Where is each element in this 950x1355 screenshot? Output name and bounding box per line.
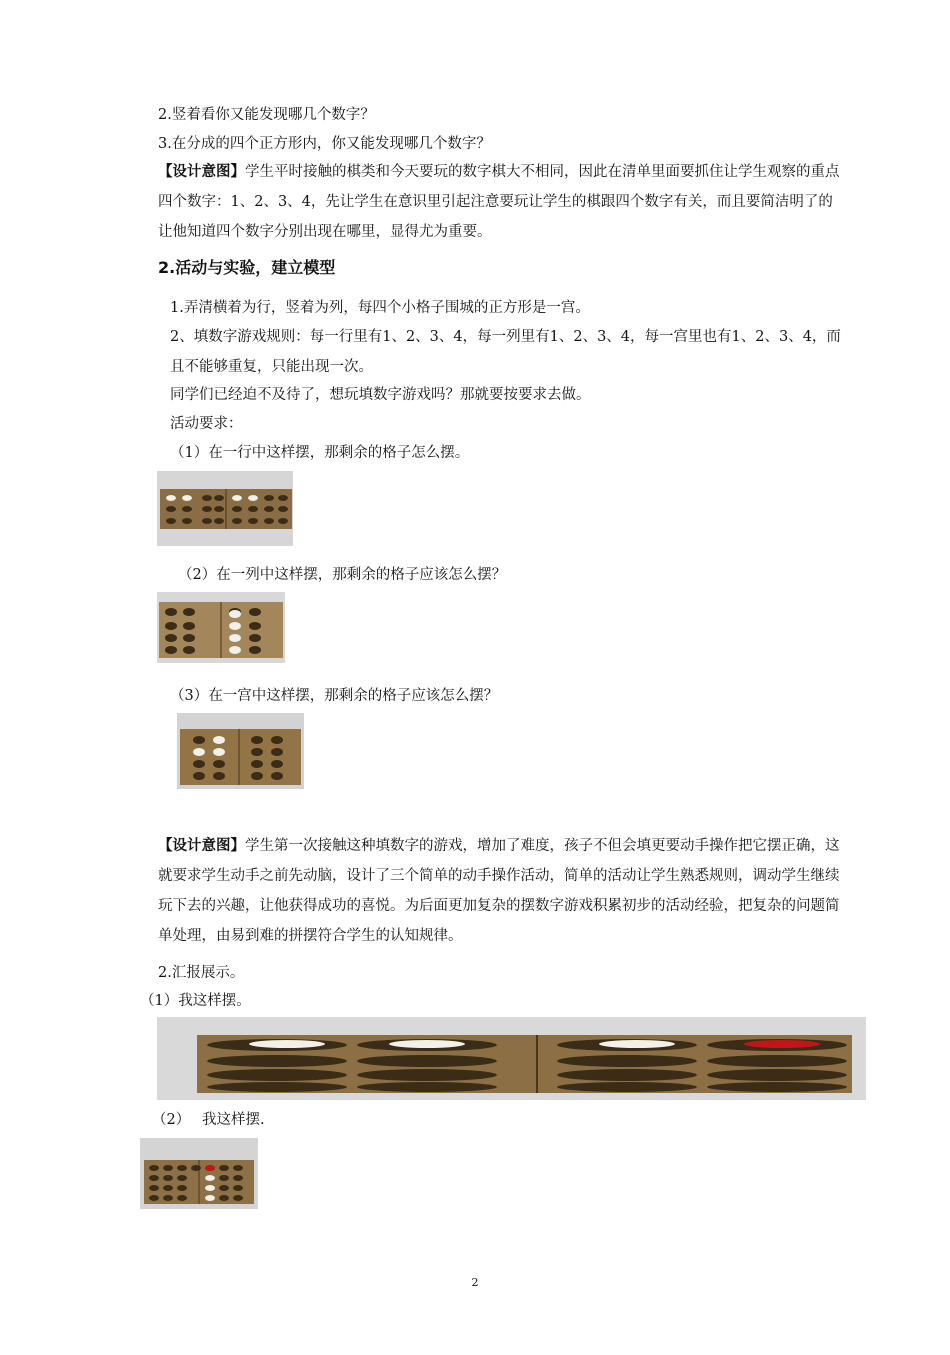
report-item-1: （1）我这样摆。 xyxy=(140,993,251,1009)
board-photo-row xyxy=(157,471,293,546)
rule-row-column: 1.弄清横着为行，竖着为列，每四个小格子围城的正方形是一宫。 xyxy=(170,300,590,316)
report-heading: 2.汇报展示。 xyxy=(158,965,245,981)
section-heading: 2.活动与实验，建立模型 xyxy=(158,258,336,277)
design-intent-paragraph-2 xyxy=(158,831,840,951)
design-intent-tag: 【设计意图】 xyxy=(158,837,245,854)
design-intent-text: 学生平时接触的棋类和今天要玩的数字棋大不相同，因此在清单里面要抓住让学生观察的重点四个数字：1、2、3、4，先让学生在意识里引起注意要玩让学生的棋跟四个数字有关，而且要简洁明了的让他知道四个数字分别出现在哪里，显得尤为重要。 xyxy=(158,164,840,240)
report-item-2-number: （2） xyxy=(152,1112,191,1128)
board-photo-report-2 xyxy=(140,1138,258,1209)
report-item-2-text: 我这样摆. xyxy=(202,1112,265,1128)
design-intent-tag: 【设计意图】 xyxy=(158,163,245,180)
design-intent-text: 学生第一次接触这种填数字的游戏，增加了难度，孩子不但会填更要动手操作把它摆正确，这就要求学生动手之前先动脑，设计了三个简单的动手操作活动，简单的活动让学生熟悉规则，调动学生继续玩下去的兴趣，让他获得成功的喜悦。为后面更加复杂的摆数字游戏积累初步的活动经验，把复杂的问题简单处理，由易到难的拼摆符合学生的认知规律。 xyxy=(158,838,840,944)
board-photo-box xyxy=(177,713,304,789)
rule-game: 2、填数字游戏规则：每一行里有1、2、3、4，每一列里有1、2、3、4，每一宫里也有1、2、3、4，而且不能够重复，只能出现一次。 xyxy=(170,329,841,375)
task-row: （1）在一行中这样摆，那剩余的格子怎么摆。 xyxy=(170,445,470,461)
task-box: （3）在一宫中这样摆，那剩余的格子应该怎么摆？ xyxy=(170,688,499,704)
invitation-text: 同学们已经迫不及待了，想玩填数字游戏吗？那就要按要求去做。 xyxy=(170,387,591,403)
question-vertical: 2.竖着看你又能发现哪几个数字？ xyxy=(158,107,375,123)
board-photo-column xyxy=(157,592,285,663)
page-number: 2 xyxy=(471,1276,479,1289)
board-photo-report-1 xyxy=(157,1017,866,1100)
task-column: （2）在一列中这样摆，那剩余的格子应该怎么摆？ xyxy=(178,567,507,583)
design-intent-paragraph-1 xyxy=(158,157,840,247)
requirements-label: 活动要求： xyxy=(170,416,243,432)
question-squares: 3.在分成的四个正方形内，你又能发现哪几个数字？ xyxy=(158,136,491,152)
